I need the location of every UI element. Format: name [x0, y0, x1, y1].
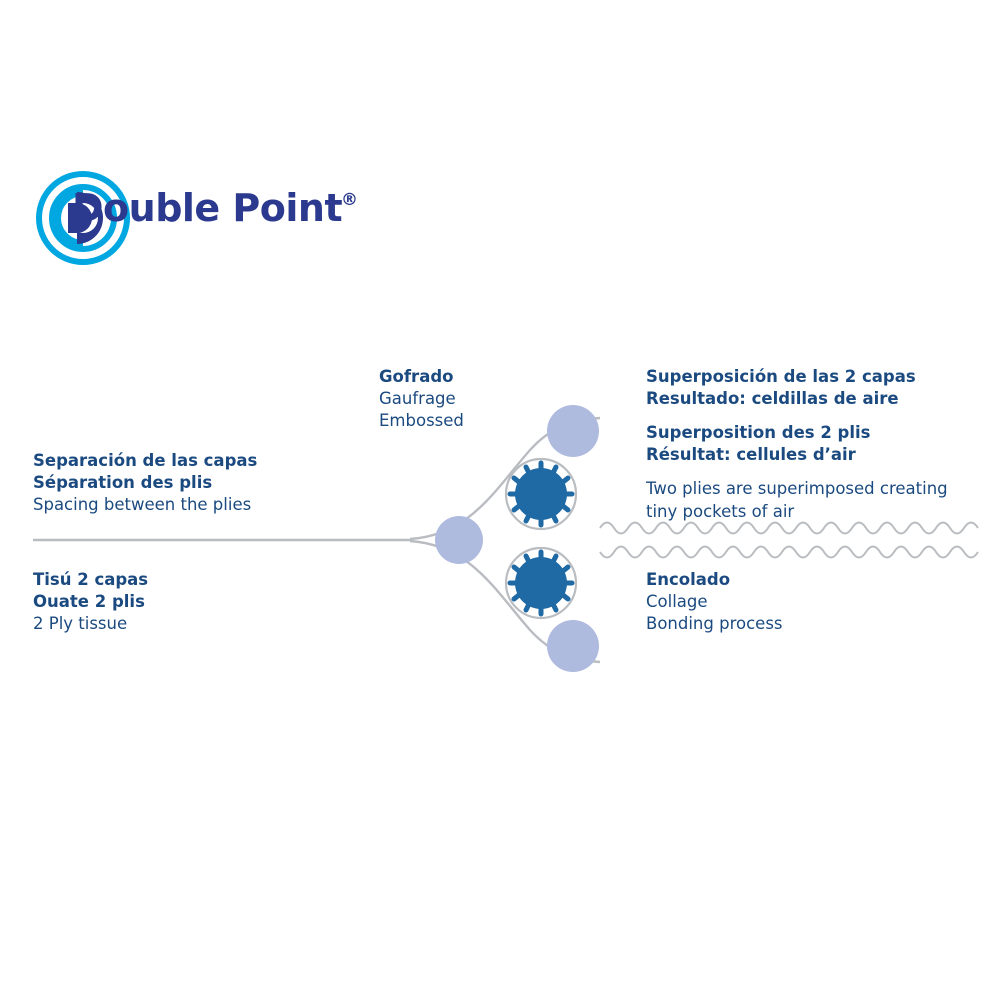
- label-gofrado-es: Gofrado: [379, 367, 454, 386]
- label-encolado: [646, 569, 783, 635]
- label-superposicion-es-2: Resultado: celdillas de aire: [646, 389, 899, 409]
- label-superposicion-en-1: Two plies are superimposed creating: [646, 479, 948, 499]
- label-superposicion-en-2: tiny pockets of air: [646, 501, 795, 521]
- label-gofrado-en: Embossed: [379, 411, 464, 431]
- brand-wordmark: Double Point: [72, 186, 343, 230]
- separation-roller: [435, 516, 483, 564]
- label-separacion-fr: Séparation des plis: [33, 473, 213, 493]
- label-tisu-en: 2 Ply tissue: [33, 614, 128, 634]
- label-separacion-es: Separación de las capas: [33, 451, 258, 470]
- label-encolado-es: Encolado: [646, 570, 731, 589]
- label-encolado-en: Bonding process: [646, 614, 783, 634]
- label-superposicion-fr-2: Résultat: cellules d’air: [646, 445, 856, 465]
- registered-mark: ®: [341, 190, 358, 210]
- superimposed-ply-strip: [600, 523, 978, 558]
- label-gofrado: [379, 366, 464, 432]
- upper-backing-roller: [547, 405, 599, 457]
- upper-embossing-roller: [506, 459, 576, 529]
- label-separacion-en: Spacing between the plies: [33, 495, 252, 515]
- label-separacion: [33, 450, 257, 516]
- label-tisu: [33, 569, 148, 635]
- label-tisu-fr: Ouate 2 plis: [33, 592, 145, 612]
- label-superposicion: [646, 366, 948, 523]
- lower-embossing-roller: [506, 548, 576, 618]
- label-gofrado-fr: Gaufrage: [379, 389, 456, 409]
- label-encolado-fr: Collage: [646, 592, 708, 612]
- label-tisu-es: Tisú 2 capas: [33, 570, 149, 589]
- label-superposicion-fr-1: Superposition des 2 plis: [646, 423, 871, 443]
- label-superposicion-es-1: Superposición de las 2 capas: [646, 367, 916, 386]
- lower-backing-roller: [547, 620, 599, 672]
